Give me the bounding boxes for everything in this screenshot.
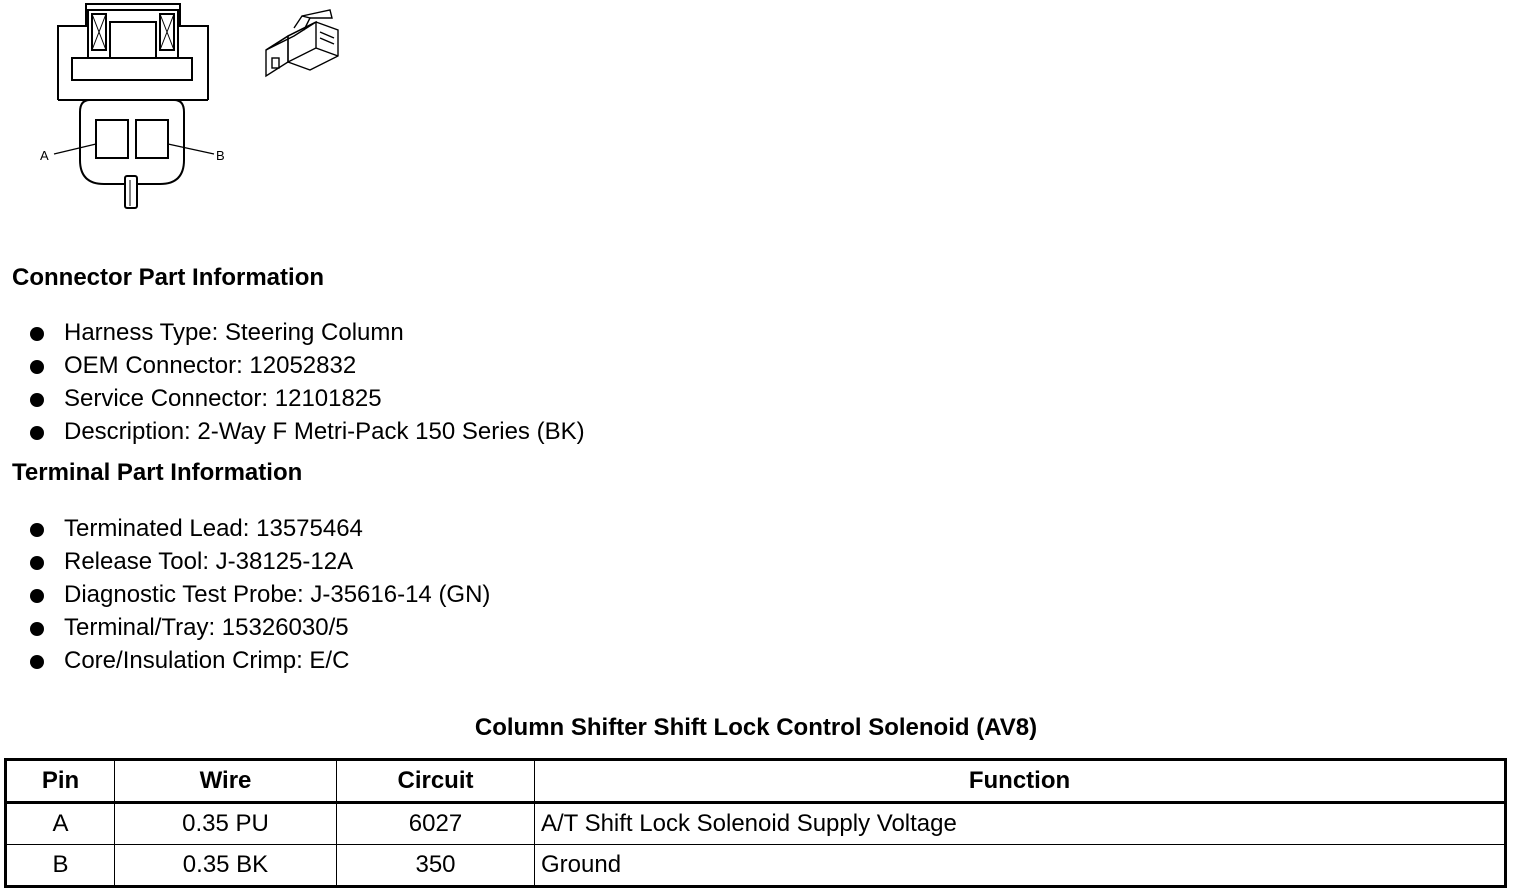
list-item-text: Service Connector: 12101825 — [64, 385, 382, 412]
list-item — [28, 612, 490, 645]
list-item — [28, 416, 585, 449]
list-item — [28, 317, 585, 350]
terminal-part-info-list — [28, 513, 490, 678]
cell-circuit: 350 — [337, 845, 535, 887]
list-item — [28, 645, 490, 678]
column-header-circuit: Circuit — [337, 760, 535, 803]
list-item-text: OEM Connector: 12052832 — [64, 352, 357, 379]
list-item-text: Terminal/Tray: 15326030/5 — [64, 614, 349, 641]
connector-face-diagram — [30, 0, 240, 215]
column-header-function: Function — [535, 760, 1506, 803]
list-item-text: Diagnostic Test Probe: J-35616-14 (GN) — [64, 581, 491, 608]
bullet-icon — [30, 393, 44, 407]
pin-label-a: A — [40, 148, 49, 163]
bullet-icon — [30, 426, 44, 440]
cell-wire: 0.35 BK — [115, 845, 337, 887]
pin-label-b: B — [216, 148, 225, 163]
bullet-icon — [30, 523, 44, 537]
table-title: Column Shifter Shift Lock Control Solenoid (AV8) — [474, 714, 1038, 741]
column-header-pin: Pin — [6, 760, 115, 803]
connector-part-info-heading: Connector Part Information — [12, 264, 325, 291]
connector-part-info-list — [28, 317, 585, 449]
list-item-text: Description: 2-Way F Metri-Pack 150 Series (BK) — [64, 418, 585, 445]
bullet-icon — [30, 360, 44, 374]
connector-isometric-icon — [258, 8, 350, 88]
bullet-icon — [30, 655, 44, 669]
cell-function: A/T Shift Lock Solenoid Supply Voltage — [535, 803, 1506, 845]
list-item — [28, 546, 490, 579]
list-item-text: Core/Insulation Crimp: E/C — [64, 647, 350, 674]
list-item-text: Release Tool: J-38125-12A — [64, 548, 354, 575]
list-item-text: Harness Type: Steering Column — [64, 319, 404, 346]
list-item — [28, 513, 490, 546]
list-item — [28, 350, 585, 383]
bullet-icon — [30, 589, 44, 603]
bullet-icon — [30, 556, 44, 570]
cell-pin: A — [6, 803, 115, 845]
cell-pin: B — [6, 845, 115, 887]
cell-circuit: 6027 — [337, 803, 535, 845]
table-header-row — [6, 760, 1506, 803]
cell-function: Ground — [535, 845, 1506, 887]
table-row — [6, 845, 1506, 887]
cell-wire: 0.35 PU — [115, 803, 337, 845]
list-item — [28, 383, 585, 416]
pinout-table — [4, 758, 1507, 888]
terminal-part-info-heading: Terminal Part Information — [12, 459, 303, 486]
list-item — [28, 579, 490, 612]
bullet-icon — [30, 622, 44, 636]
bullet-icon — [30, 327, 44, 341]
table-row — [6, 803, 1506, 845]
list-item-text: Terminated Lead: 13575464 — [64, 515, 363, 542]
column-header-wire: Wire — [115, 760, 337, 803]
